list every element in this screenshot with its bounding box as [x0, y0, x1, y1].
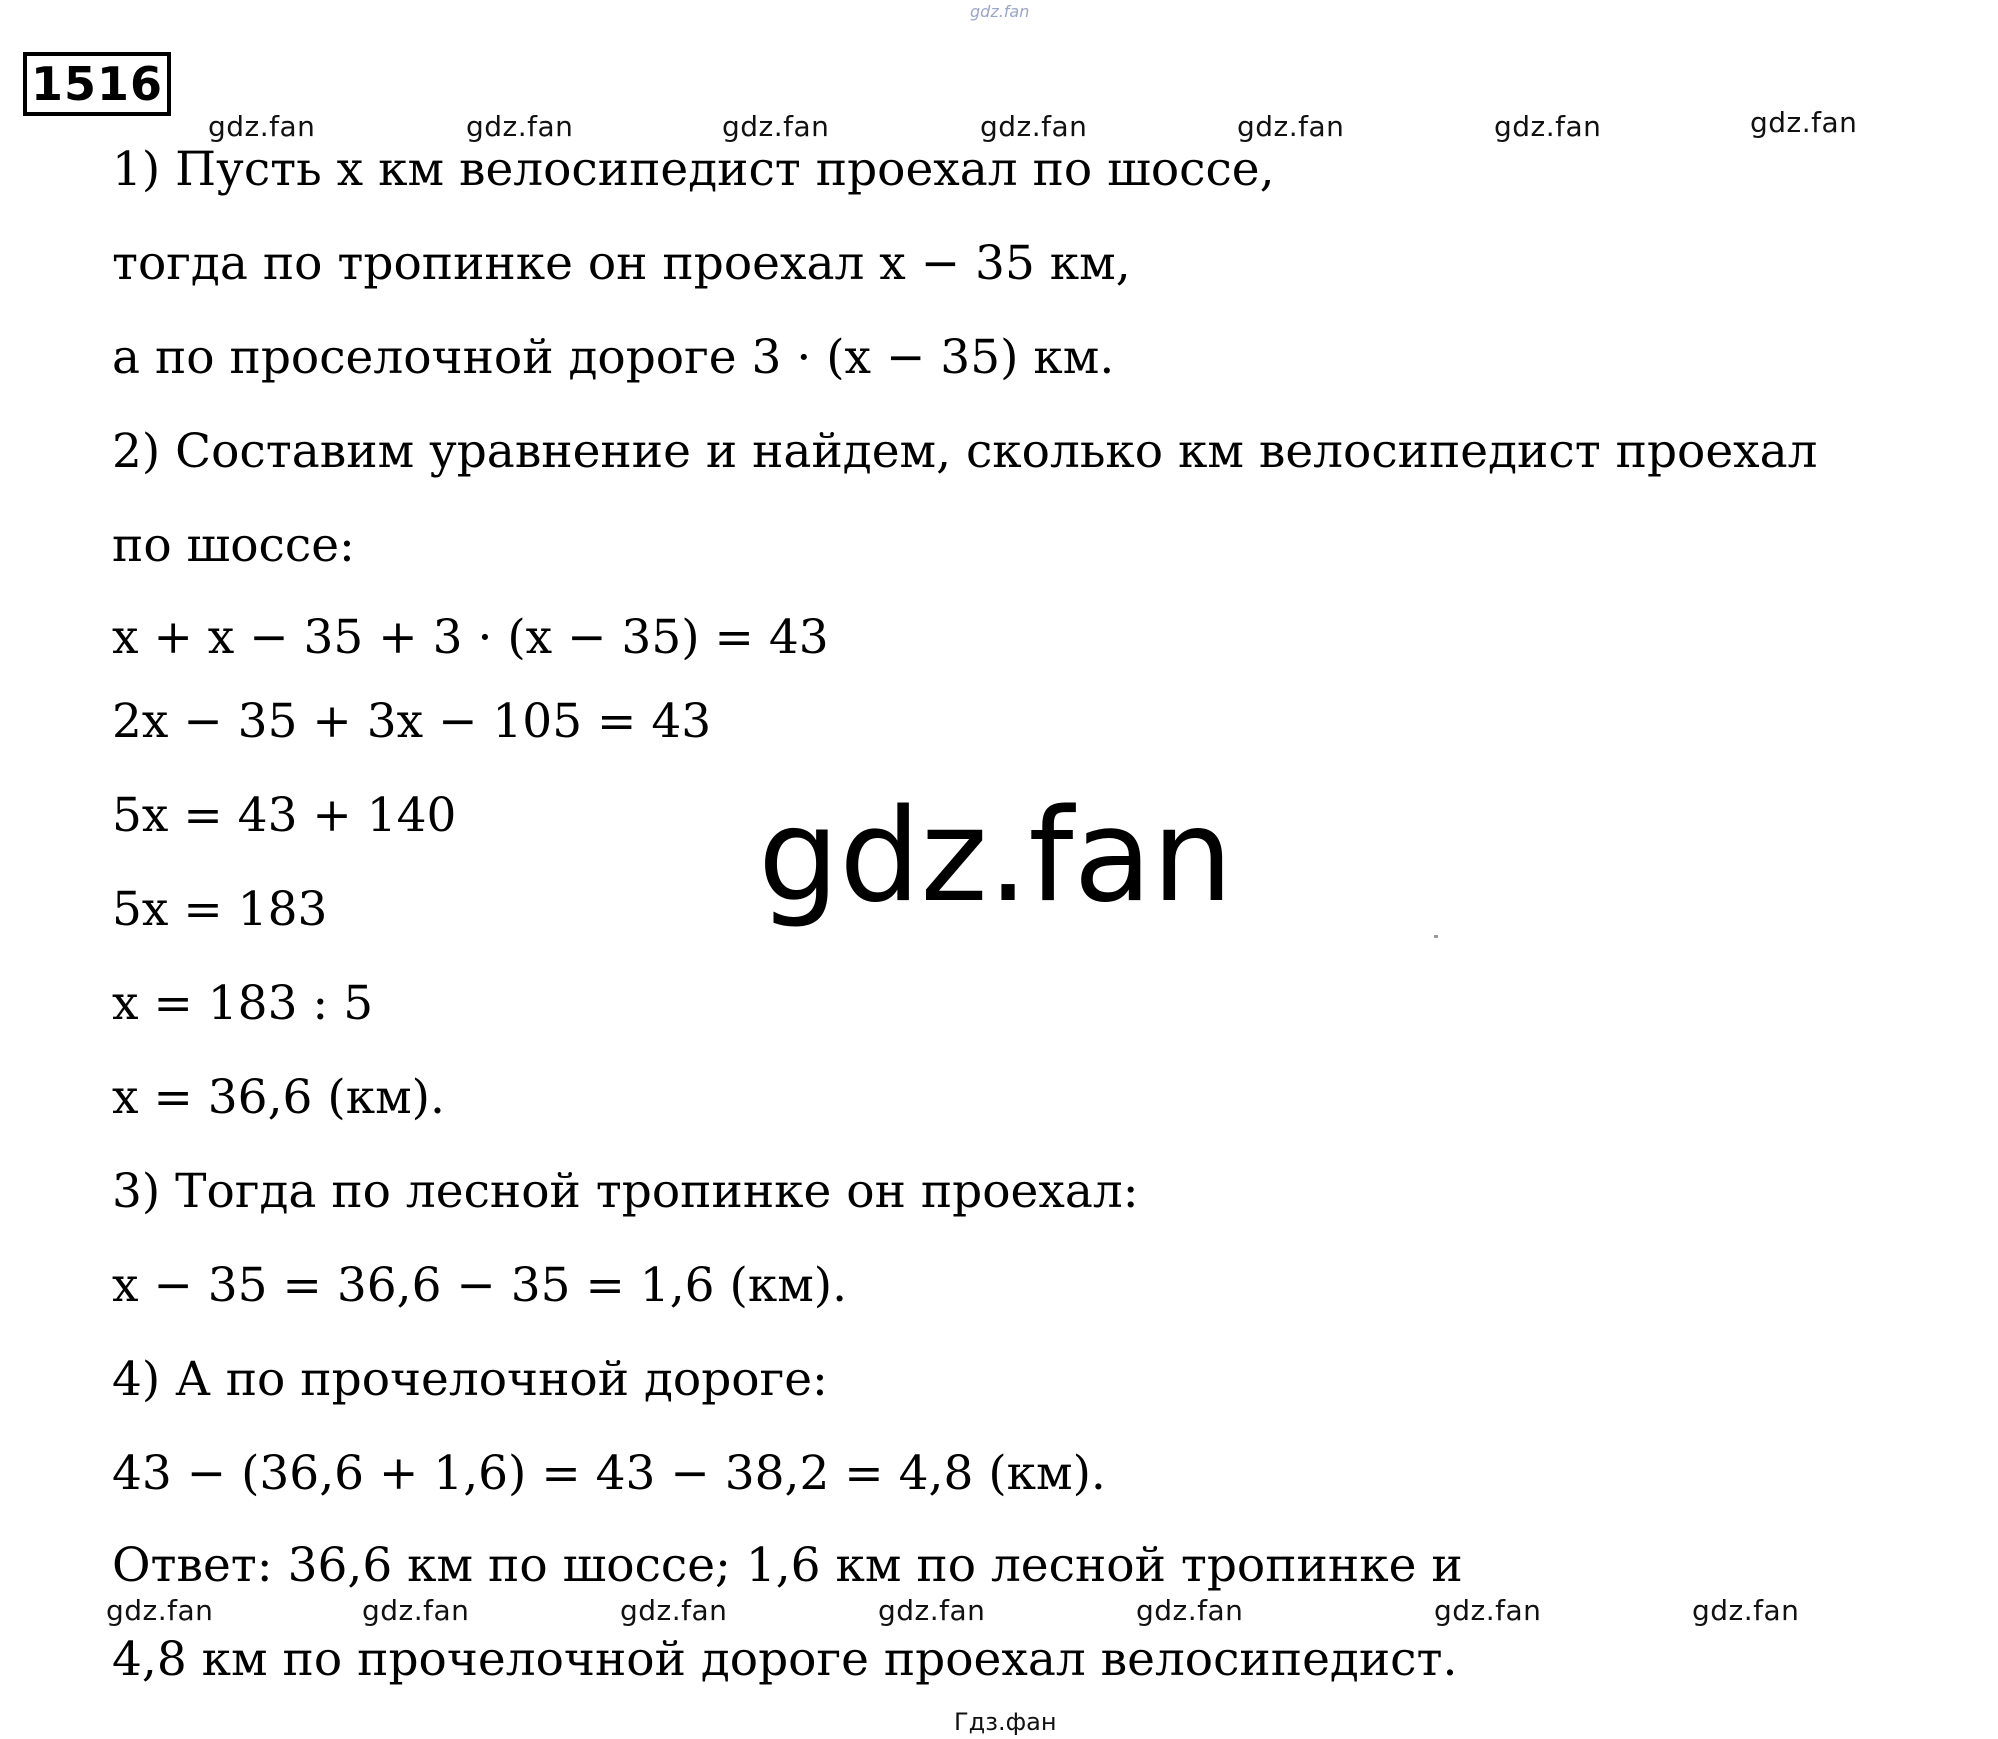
solution-line: 4) А по прочелочной дороге:: [112, 1352, 828, 1407]
equation-line: x + x − 35 + 3 · (x − 35) = 43: [112, 610, 829, 665]
equation-line: 5x = 43 + 140: [112, 788, 457, 843]
equation-line: x = 36,6 (км).: [112, 1070, 445, 1125]
watermark: gdz.fan: [1136, 1594, 1244, 1627]
task-number: 1516: [23, 52, 171, 116]
watermark: gdz.fan: [722, 110, 830, 143]
big-watermark: gdz.fan: [758, 782, 1233, 931]
answer-line: 4,8 км по прочелочной дороге проехал велосипедист.: [112, 1632, 1458, 1687]
watermark: gdz.fan: [466, 110, 574, 143]
watermark: gdz.fan: [878, 1594, 986, 1627]
speck: [1434, 935, 1438, 938]
solution-line: а по проселочной дороге 3 · (x − 35) км.: [112, 330, 1115, 385]
answer-line: Ответ: 36,6 км по шоссе; 1,6 км по лесной тропинке и: [112, 1538, 1463, 1593]
solution-line: 2) Составим уравнение и найдем, сколько км велосипедист проехал: [112, 424, 1818, 479]
watermark: gdz.fan: [1750, 106, 1858, 139]
watermark: gdz.fan: [620, 1594, 728, 1627]
equation-line: x = 183 : 5: [112, 976, 374, 1031]
watermark: gdz.fan: [106, 1594, 214, 1627]
watermark: gdz.fan: [1434, 1594, 1542, 1627]
watermark: gdz.fan: [1237, 110, 1345, 143]
equation-line: 43 − (36,6 + 1,6) = 43 − 38,2 = 4,8 (км).: [112, 1446, 1106, 1501]
solution-line: 1) Пусть x км велосипедист проехал по шоссе,: [112, 142, 1275, 197]
solution-line: 3) Тогда по лесной тропинке он проехал:: [112, 1164, 1139, 1219]
watermark: gdz.fan: [1494, 110, 1602, 143]
equation-line: x − 35 = 36,6 − 35 = 1,6 (км).: [112, 1258, 848, 1313]
watermark-footer: Гдз.фан: [954, 1708, 1057, 1736]
solution-line: тогда по тропинке он проехал x − 35 км,: [112, 236, 1131, 291]
watermark: gdz.fan: [208, 110, 316, 143]
solution-line: по шоссе:: [112, 518, 355, 573]
equation-line: 2x − 35 + 3x − 105 = 43: [112, 694, 712, 749]
equation-line: 5x = 183: [112, 882, 328, 937]
watermark-top: gdz.fan: [970, 2, 1030, 21]
watermark: gdz.fan: [980, 110, 1088, 143]
watermark: gdz.fan: [362, 1594, 470, 1627]
watermark: gdz.fan: [1692, 1594, 1800, 1627]
